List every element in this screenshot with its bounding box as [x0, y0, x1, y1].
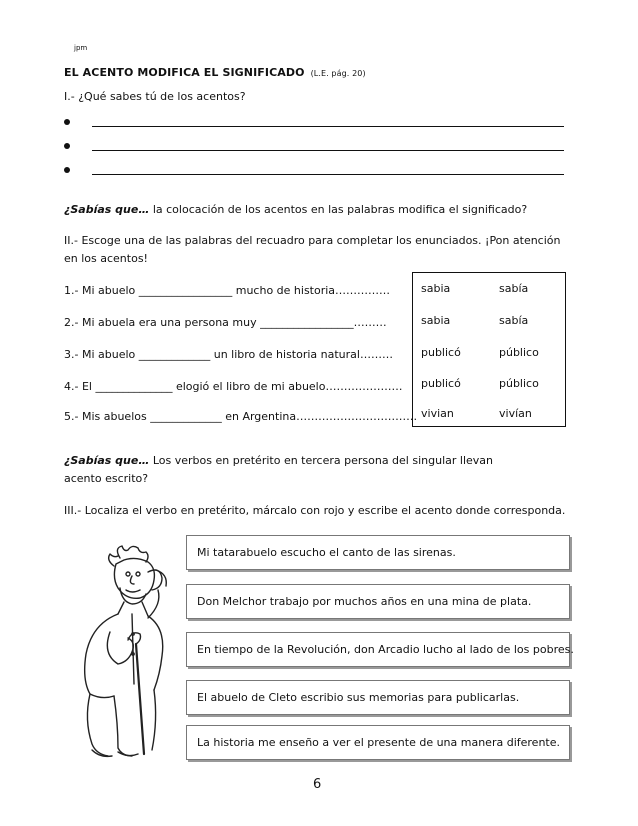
verb-sentence-box-2[interactable]	[186, 584, 570, 619]
verb-sentence-box-3[interactable]	[186, 632, 574, 667]
verb-sentence-4: El abuelo de Cleto escribio sus memorias para publicarlas.	[197, 691, 520, 704]
fact2-text: Los verbos en pretérito en tercera persona del singular llevan acento escrito?	[64, 454, 493, 485]
option-word: sabía	[499, 282, 529, 295]
fact2	[64, 452, 534, 488]
verb-sentence-box-1[interactable]	[186, 535, 570, 570]
section2-sentence-5: 5.- Mis abuelos _____________ en Argentina……………………………	[64, 410, 418, 423]
verb-sentence-3: En tiempo de la Revolución, don Arcadio lucho al lado de los pobres.	[197, 643, 574, 656]
fact1-lead: ¿Sabías que…	[64, 203, 150, 216]
verb-sentence-2: Don Melchor trabajo por muchos años en una mina de plata.	[197, 595, 532, 608]
section2-sentence-2: 2.- Mi abuela era una persona muy _________________………	[64, 316, 387, 329]
verb-sentence-box-5[interactable]	[186, 725, 570, 760]
page-number: 6	[313, 777, 322, 792]
blank-line	[92, 174, 564, 175]
section2-prompt: II.- Escoge una de las palabras del recuadro para completar los enunciados. ¡Pon atención en los acentos!	[64, 234, 561, 265]
bullet-icon	[64, 119, 70, 125]
verb-sentence-box-4[interactable]	[186, 680, 570, 715]
title-reference: (L.E. pág. 20)	[310, 69, 366, 78]
verb-sentence-1: Mi tatarabuelo escucho el canto de las sirenas.	[197, 546, 456, 559]
bullet-icon	[64, 167, 70, 173]
option-word: público	[499, 377, 539, 390]
section3-prompt: III.- Localiza el verbo en pretérito, márcalo con rojo y escribe el acento donde corresponda.	[64, 504, 566, 517]
fact2-lead: ¿Sabías que…	[64, 454, 150, 467]
title-main: EL ACENTO MODIFICA EL SIGNIFICADO	[64, 66, 305, 79]
option-word: vivian	[421, 407, 454, 420]
section2-sentence-4: 4.- El ______________ elogió el libro de mi abuelo…………………	[64, 380, 403, 393]
answer-line-3[interactable]	[64, 164, 564, 178]
old-man-illustration	[62, 544, 186, 760]
section1-prompt: I.- ¿Qué sabes tú de los acentos?	[64, 90, 246, 103]
blank-line	[92, 126, 564, 127]
bullet-icon	[64, 143, 70, 149]
option-word: vivían	[499, 407, 532, 420]
answer-line-1[interactable]	[64, 116, 564, 130]
option-word: publicó	[421, 377, 461, 390]
header-tag: jpm	[74, 44, 88, 52]
option-word: sabia	[421, 282, 451, 295]
section2-sentence-3: 3.- Mi abuelo _____________ un libro de historia natural………	[64, 348, 393, 361]
word-options-box	[412, 272, 566, 427]
answer-line-2[interactable]	[64, 140, 564, 154]
page-title	[64, 66, 366, 79]
verb-sentence-5: La historia me enseño a ver el presente de una manera diferente.	[197, 736, 560, 749]
option-word: público	[499, 346, 539, 359]
option-word: sabia	[421, 314, 451, 327]
option-word: publicó	[421, 346, 461, 359]
blank-line	[92, 150, 564, 151]
section2-sentence-1: 1.- Mi abuelo _________________ mucho de historia……………	[64, 284, 391, 297]
fact1-text: la colocación de los acentos en las palabras modifica el significado?	[149, 203, 528, 216]
option-word: sabía	[499, 314, 529, 327]
fact1	[64, 201, 527, 219]
